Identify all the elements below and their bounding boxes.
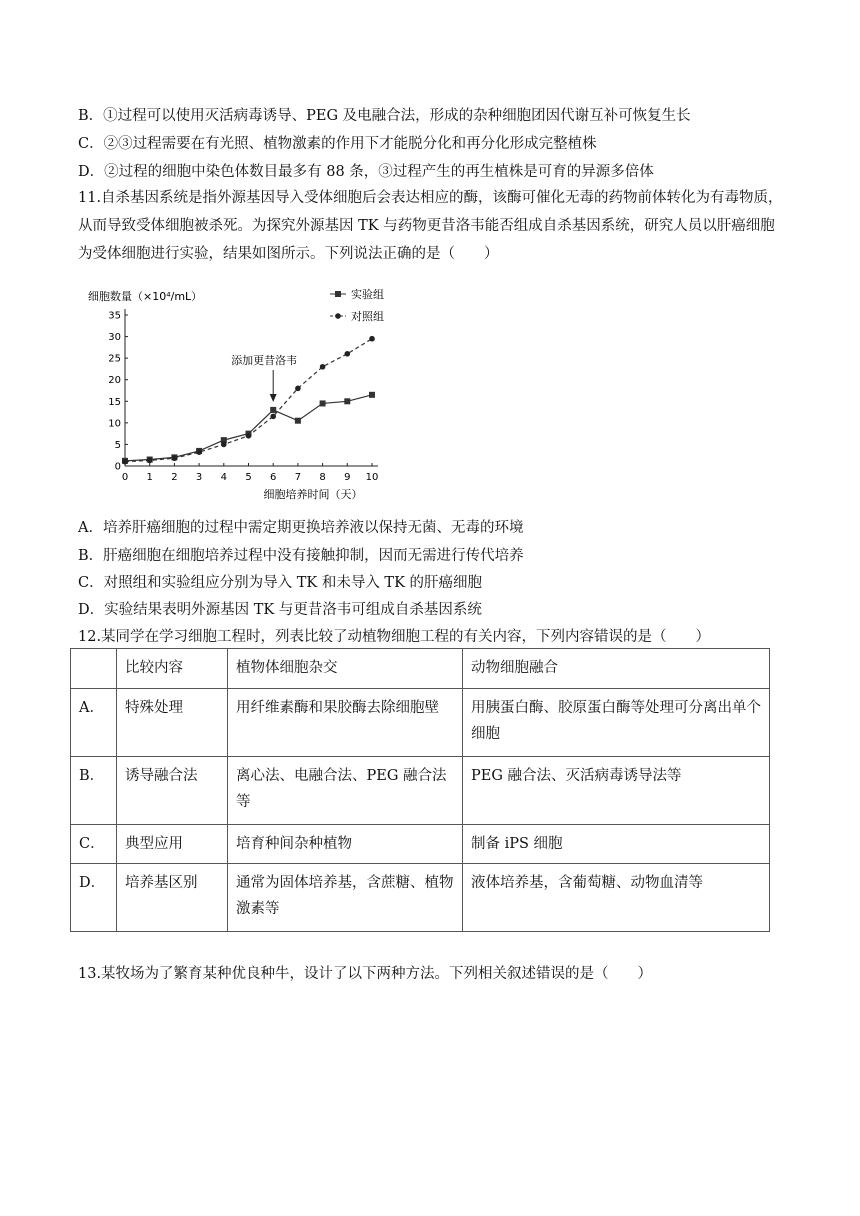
x-tick-label: 1 bbox=[146, 472, 153, 483]
y-tick-label: 10 bbox=[108, 418, 121, 430]
table-cell: A． bbox=[71, 689, 117, 757]
table-cell: 液体培养基，含葡萄糖、动物血清等 bbox=[463, 864, 770, 932]
q11-option-d: D．实验结果表明外源基因 TK 与更昔洛韦可组成自杀基因系统 bbox=[78, 602, 482, 618]
legend-label: 对照组 bbox=[351, 310, 384, 323]
legend-label: 实验组 bbox=[351, 288, 384, 301]
x-tick-label: 3 bbox=[195, 472, 203, 483]
table-cell: 诱导融合法 bbox=[117, 757, 228, 825]
table-row bbox=[71, 757, 770, 825]
q12-stem: 12.某同学在学习细胞工程时，列表比较了动植物细胞工程的有关内容，下列内容错误的是（ ） bbox=[78, 629, 711, 645]
table-cell: 制备 iPS 细胞 bbox=[463, 825, 770, 864]
data-point-circle bbox=[270, 414, 276, 420]
data-point-circle bbox=[122, 459, 128, 465]
q10-option-c: C．②③过程需要在有光照、植物激素的作用下才能脱分化和再分化形成完整植株 bbox=[78, 136, 597, 152]
data-point-circle bbox=[320, 364, 326, 370]
x-tick-label: 8 bbox=[319, 472, 326, 483]
data-point-square bbox=[295, 418, 301, 424]
y-tick-label: 30 bbox=[108, 332, 121, 344]
data-point-circle bbox=[172, 455, 178, 461]
q11-option-b: B．肝癌细胞在细胞培养过程中没有接触抑制，因而无需进行传代培养 bbox=[78, 548, 524, 564]
legend-marker-circle bbox=[335, 313, 341, 319]
x-tick-label: 6 bbox=[270, 472, 277, 483]
data-point-circle bbox=[369, 336, 375, 342]
q11-option-a: A．培养肝癌细胞的过程中需定期更换培养液以保持无菌、无毒的环境 bbox=[78, 520, 524, 536]
table-cell: 用纤维素酶和果胶酶去除细胞壁 bbox=[228, 689, 463, 757]
table-row bbox=[71, 864, 770, 932]
q11-stem: 11.自杀基因系统是指外源基因导入受体细胞后会表达相应的酶，该酶可催化无毒的药物前体转化为有毒物质，从而导致受体细胞被杀死。为探究外源基因 TK 与药物更昔洛韦能否组成自杀基因系统，研究人员以肝癌细胞为受体细胞进行实验，结果如图所示。下列说法正确的是（ ） bbox=[78, 190, 783, 262]
table-cell: 特殊处理 bbox=[117, 689, 228, 757]
table-header-cell: 植物体细胞杂交 bbox=[228, 649, 463, 689]
data-point-circle bbox=[295, 386, 301, 392]
x-tick-label: 2 bbox=[171, 472, 178, 483]
data-point-circle bbox=[345, 351, 351, 357]
data-point-square bbox=[344, 398, 350, 404]
table-cell: B． bbox=[71, 757, 117, 825]
table-cell: PEG 融合法、灭活病毒诱导法等 bbox=[463, 757, 770, 825]
annotation-label: 添加更昔洛韦 bbox=[231, 354, 298, 367]
table-cell: 典型应用 bbox=[117, 825, 228, 864]
table-header-cell: 比较内容 bbox=[117, 649, 228, 689]
q11-option-c: C．对照组和实验组应分别为导入 TK 和未导入 TK 的肝癌细胞 bbox=[78, 575, 483, 591]
q13-stem: 13.某牧场为了繁育某种优良种牛，设计了以下两种方法。下列相关叙述错误的是（ ） bbox=[78, 966, 653, 982]
y-tick-label: 35 bbox=[108, 310, 121, 322]
x-tick-label: 9 bbox=[344, 472, 351, 483]
chart-annotation bbox=[231, 353, 297, 402]
chart-x-axis-label: 细胞培养时间（天） bbox=[263, 488, 363, 501]
table-cell: 离心法、电融合法、PEG 融合法等 bbox=[228, 757, 463, 825]
x-tick-label: 5 bbox=[245, 472, 252, 483]
table-row bbox=[71, 689, 770, 757]
data-point-square bbox=[320, 400, 326, 406]
y-tick-label: 20 bbox=[108, 375, 121, 387]
data-point-square bbox=[270, 407, 276, 413]
x-tick-label: 0 bbox=[121, 472, 129, 483]
y-tick-label: 5 bbox=[114, 439, 121, 451]
y-tick-label: 15 bbox=[108, 396, 121, 408]
data-point-circle bbox=[147, 458, 153, 464]
table-cell: 用胰蛋白酶、胶原蛋白酶等处理可分离出单个细胞 bbox=[463, 689, 770, 757]
annotation-arrow-head bbox=[270, 394, 277, 402]
table-cell: 通常为固体培养基，含蔗糖、植物激素等 bbox=[228, 864, 463, 932]
chart-y-axis-label: 细胞数量（×10⁴/mL） bbox=[88, 290, 203, 303]
x-tick-label: 4 bbox=[220, 472, 227, 483]
x-tick-label: 7 bbox=[294, 472, 302, 483]
table-cell: C． bbox=[71, 825, 117, 864]
y-tick-label: 0 bbox=[114, 461, 121, 473]
table-header-cell: 动物细胞融合 bbox=[463, 649, 770, 689]
q10-option-d: D．②过程的细胞中染色体数目最多有 88 条，③过程产生的再生植株是可育的异源多倍体 bbox=[78, 164, 654, 180]
comparison-table bbox=[70, 648, 770, 932]
table-cell: D． bbox=[71, 864, 117, 932]
cell-growth-chart bbox=[78, 280, 398, 502]
q10-option-b: B．①过程可以使用灭活病毒诱导、PEG 及电融合法，形成的杂种细胞团因代谢互补可恢复生长 bbox=[78, 108, 691, 124]
table-header-row bbox=[71, 649, 770, 689]
legend-marker-square bbox=[335, 291, 341, 297]
y-tick-label: 25 bbox=[108, 353, 121, 365]
chart-axes bbox=[125, 309, 378, 466]
table-row bbox=[71, 825, 770, 864]
data-point-square bbox=[369, 392, 375, 398]
data-point-circle bbox=[246, 433, 252, 439]
data-point-circle bbox=[196, 449, 202, 455]
x-tick-label: 10 bbox=[365, 472, 379, 483]
table-cell: 培育种间杂种植物 bbox=[228, 825, 463, 864]
series-line bbox=[125, 395, 372, 461]
data-point-circle bbox=[221, 442, 227, 448]
table-cell: 培养基区别 bbox=[117, 864, 228, 932]
chart-legend bbox=[330, 287, 384, 323]
table-header-cell bbox=[71, 649, 117, 689]
